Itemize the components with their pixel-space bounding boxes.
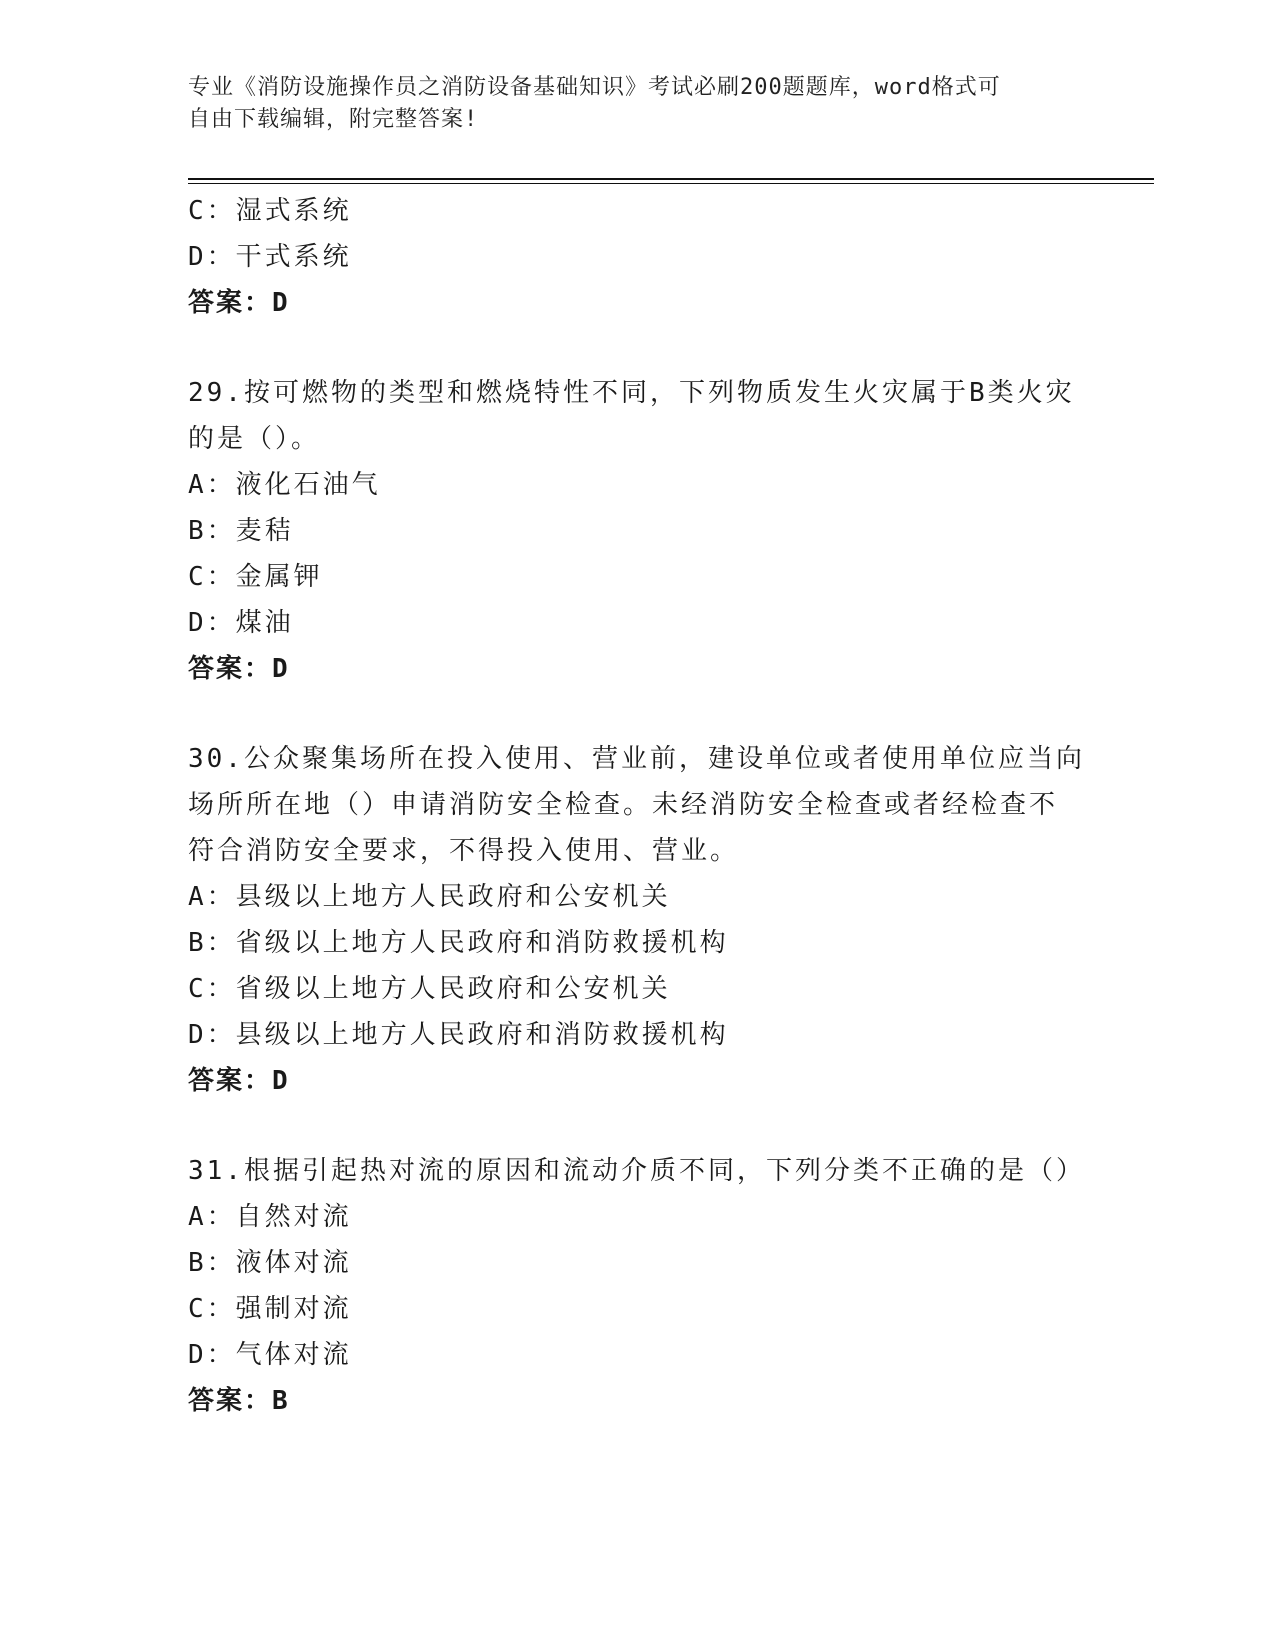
- question-stem: 30.公众聚集场所在投入使用、营业前，建设单位或者使用单位应当向: [188, 744, 1085, 774]
- answer-line: 答案：D: [188, 1066, 290, 1096]
- header-line-2: 自由下载编辑，附完整答案!: [188, 107, 479, 132]
- option-d: D：干式系统: [188, 242, 352, 272]
- option-b: B：液体对流: [188, 1248, 352, 1278]
- question-block-30: [188, 736, 1088, 1104]
- question-stem: 31.根据引起热对流的原因和流动介质不同，下列分类不正确的是（）: [188, 1156, 1085, 1186]
- option-b: B：麦秸: [188, 516, 294, 546]
- option-d: D：县级以上地方人民政府和消防救援机构: [188, 1020, 729, 1050]
- spacer: [188, 692, 1088, 736]
- question-block-31: [188, 1148, 1088, 1424]
- spacer: [188, 1104, 1088, 1148]
- question-list: [188, 188, 1088, 1424]
- document-header: [188, 72, 1088, 136]
- option-c: C：金属钾: [188, 562, 323, 592]
- option-a: A：液化石油气: [188, 470, 381, 500]
- option-c: C：强制对流: [188, 1294, 352, 1324]
- option-d: D：煤油: [188, 608, 294, 638]
- question-stem: 29.按可燃物的类型和燃烧特性不同，下列物质发生火灾属于B类火灾: [188, 378, 1075, 408]
- question-block-29: [188, 370, 1088, 692]
- question-stem: 符合消防安全要求，不得投入使用、营业。: [188, 836, 740, 866]
- question-stem: 的是（）。: [188, 424, 321, 454]
- answer-line: 答案：D: [188, 288, 290, 318]
- option-d: D：气体对流: [188, 1340, 352, 1370]
- option-a: A：自然对流: [188, 1202, 352, 1232]
- answer-line: 答案：B: [188, 1386, 290, 1416]
- spacer: [188, 326, 1088, 370]
- header-divider-thick: [188, 178, 1154, 180]
- option-b: B：省级以上地方人民政府和消防救援机构: [188, 928, 729, 958]
- option-c: C：湿式系统: [188, 196, 352, 226]
- question-stem: 场所所在地（）申请消防安全检查。未经消防安全检查或者经检查不: [188, 790, 1059, 820]
- option-a: A：县级以上地方人民政府和公安机关: [188, 882, 671, 912]
- answer-line: 答案：D: [188, 654, 290, 684]
- header-line-1: 专业《消防设施操作员之消防设备基础知识》考试必刷200题题库，word格式可: [188, 75, 1001, 100]
- option-c: C：省级以上地方人民政府和公安机关: [188, 974, 671, 1004]
- question-block-28: [188, 188, 1088, 326]
- header-divider-thin: [188, 183, 1154, 184]
